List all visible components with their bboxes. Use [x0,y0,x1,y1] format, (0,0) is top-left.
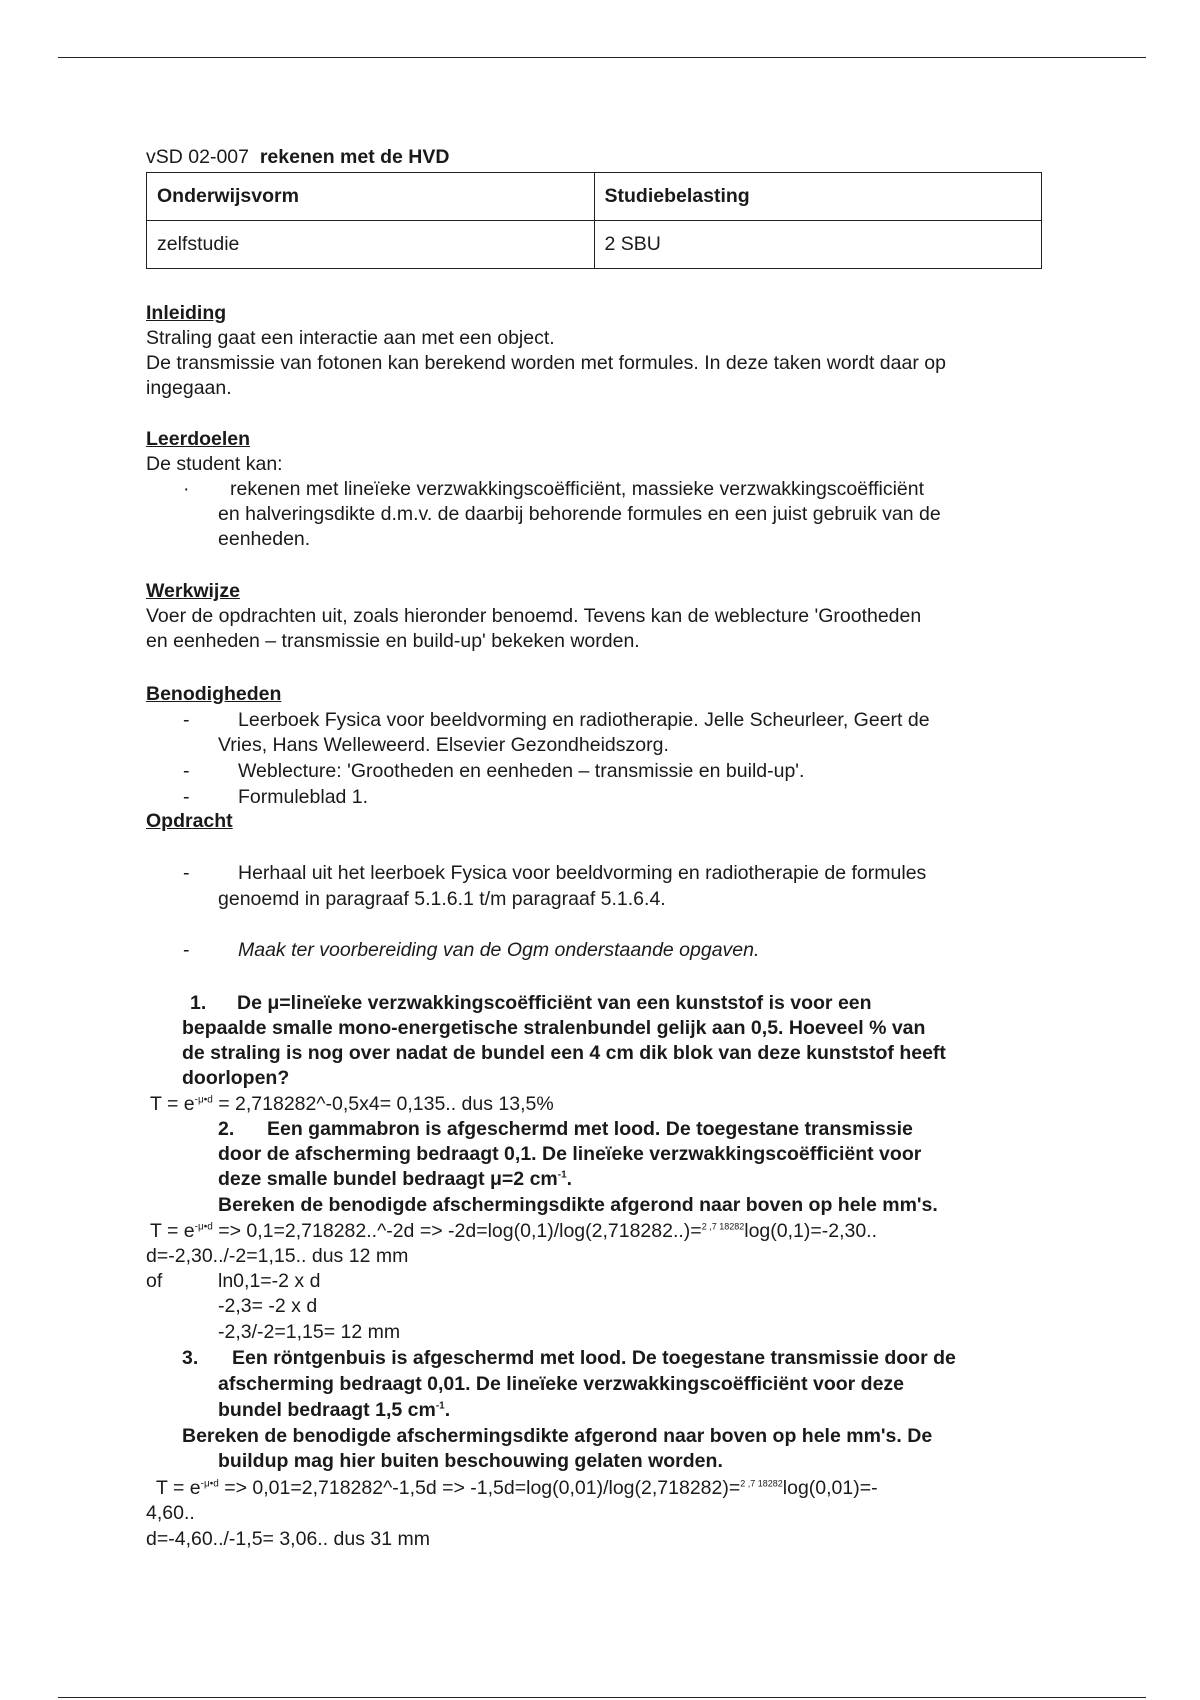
werkwijze-line-1: Voer de opdrachten uit, zoals hieronder benoemd. Tevens kan de weblecture 'Grootheden [146,605,922,627]
q3-answer-log-base: 2 ,7 18282 [740,1478,783,1489]
q1-answer-pre: T = e [150,1093,195,1115]
q2-answer [150,1219,877,1244]
opdracht-item-1a: Herhaal uit het leerboek Fysica voor beeldvorming en radiotherapie de formules [238,862,927,884]
inleiding-heading: Inleiding [146,302,227,324]
q1-answer-post: = 2,718282^-0,5x4= 0,135.. dus 13,5% [212,1093,554,1115]
q1-line-4: doorlopen? [182,1067,290,1089]
q3-answer [156,1476,878,1501]
benodigheden-heading: Benodigheden [146,683,282,705]
q3-line-3 [218,1398,450,1423]
document-title [146,145,449,170]
cell-studiebelasting: 2 SBU [594,221,1042,269]
q2-of-line-3: -2,3/-2=1,15= 12 mm [218,1321,401,1343]
q2-answer-log-base: 2 ,7 18282 [701,1221,745,1232]
inleiding-line-2: De transmissie van fotonen kan berekend worden met formules. In deze taken wordt daar op [146,352,946,374]
q2-line-3-post: . [566,1168,573,1190]
leerdoelen-bullet: · [183,478,190,500]
q3-line-2: afscherming bedraagt 0,01. De lineïeke verzwakkingscoëfficiënt voor deze [218,1373,905,1395]
q3-line-3-exponent: -1 [435,1400,445,1412]
header-studiebelasting: Studiebelasting [594,173,1042,221]
werkwijze-line-2: en eenheden – transmissie en build-up' bekeken worden. [146,630,640,652]
q2-answer-exponent: -μ•d [194,1221,213,1233]
q1-answer-exponent: -μ•d [194,1094,213,1106]
opdracht-item-2: Maak ter voorbereiding van de Ogm onderstaande opgaven. [238,939,760,961]
q3-line-4: Bereken de benodigde afschermingsdikte afgerond naar boven op hele mm's. De [182,1425,933,1447]
opdracht-dash-2: - [183,939,190,961]
q1-line-3: de straling is nog over nadat de bundel een 4 cm dik blok van deze kunststof heeft [182,1042,946,1064]
q3-line-1: Een röntgenbuis is afgeschermd met lood. De toegestane transmissie door de [232,1347,956,1369]
opdracht-heading: Opdracht [146,810,233,832]
q2-answer-post: log(0,1)=-2,30.. [744,1220,878,1242]
q3-number: 3. [182,1347,199,1369]
benodigheden-dash-1: - [183,709,190,731]
opdracht-dash-1: - [183,862,190,884]
q2-line-3 [218,1167,572,1192]
leerdoelen-intro: De student kan: [146,453,283,475]
q3-answer-3: d=-4,60../-1,5= 3,06.. dus 31 mm [146,1528,430,1550]
q1-line-2: bepaalde smalle mono-energetische stralenbundel gelijk aan 0,5. Hoeveel % van [182,1017,926,1039]
benodigheden-item-2: Weblecture: 'Grootheden en eenheden – transmissie en build-up'. [238,760,805,782]
benodigheden-item-1b: Vries, Hans Welleweerd. Elsevier Gezondheidszorg. [218,734,669,756]
q2-answer-2: d=-2,30../-2=1,15.. dus 12 mm [146,1245,409,1267]
opdracht-item-1b: genoemd in paragraaf 5.1.6.1 t/m paragraaf 5.1.6.4. [218,888,666,910]
q3-answer-post: log(0,01)=- [782,1477,878,1499]
q2-of-line-2: -2,3= -2 x d [218,1295,318,1317]
werkwijze-heading: Werkwijze [146,580,240,602]
inleiding-line-3: ingegaan. [146,377,232,399]
q3-line-3-post: . [444,1399,451,1421]
q2-answer-mid: => 0,1=2,718282..^-2d => -2d=log(0,1)/log(2,718282..)= [212,1220,702,1242]
q2-answer-pre: T = e [150,1220,195,1242]
top-rule [58,57,1146,58]
inleiding-line-1: Straling gaat een interactie aan met een object. [146,327,555,349]
cell-onderwijsvorm: zelfstudie [147,221,595,269]
q3-answer-exponent: -μ•d [200,1478,219,1490]
q3-answer-pre: T = e [156,1477,201,1499]
benodigheden-item-3: Formuleblad 1. [238,786,369,808]
q3-line-3-pre: bundel bedraagt 1,5 cm [218,1399,436,1421]
q3-line-5: buildup mag hier buiten beschouwing gelaten worden. [218,1450,723,1472]
course-title: rekenen met de HVD [259,146,450,168]
q1-number: 1. [190,992,207,1014]
q2-line-3-pre: deze smalle bundel bedraagt μ=2 cm [218,1168,558,1190]
table-header-row [147,173,1042,221]
table-row [147,221,1042,269]
leerdoelen-heading: Leerdoelen [146,428,251,450]
q2-of-line-1: ln0,1=-2 x d [218,1270,321,1292]
q1-line-1: De μ=lineïeke verzwakkingscoëfficiënt van een kunststof is voor een [237,992,872,1014]
q2-line-2: door de afscherming bedraagt 0,1. De lineïeke verzwakkingscoëfficiënt voor [218,1143,922,1165]
q1-answer [150,1092,554,1117]
leerdoelen-line-1: rekenen met lineïeke verzwakkingscoëfficiënt, massieke verzwakkingscoëfficiënt [230,478,925,500]
info-table [146,172,1042,269]
benodigheden-dash-2: - [183,760,190,782]
q2-number: 2. [218,1118,235,1140]
q2-line-3-exponent: -1 [557,1169,567,1181]
q2-of-label: of [146,1270,163,1292]
benodigheden-dash-3: - [183,786,190,808]
q3-answer-mid: => 0,01=2,718282^-1,5d => -1,5d=log(0,01)/log(2,718282)= [218,1477,741,1499]
leerdoelen-line-2: en halveringsdikte d.m.v. de daarbij behorende formules en een juist gebruik van de [218,503,941,525]
q2-line-4: Bereken de benodigde afschermingsdikte afgerond naar boven op hele mm's. [218,1194,938,1216]
course-code: vSD 02-007 [146,146,249,168]
header-onderwijsvorm: Onderwijsvorm [147,173,595,221]
q3-answer-2: 4,60.. [146,1502,195,1524]
bottom-rule [58,1697,1146,1698]
q2-line-1: Een gammabron is afgeschermd met lood. De toegestane transmissie [267,1118,913,1140]
benodigheden-item-1a: Leerboek Fysica voor beeldvorming en radiotherapie. Jelle Scheurleer, Geert de [238,709,930,731]
leerdoelen-line-3: eenheden. [218,528,311,550]
